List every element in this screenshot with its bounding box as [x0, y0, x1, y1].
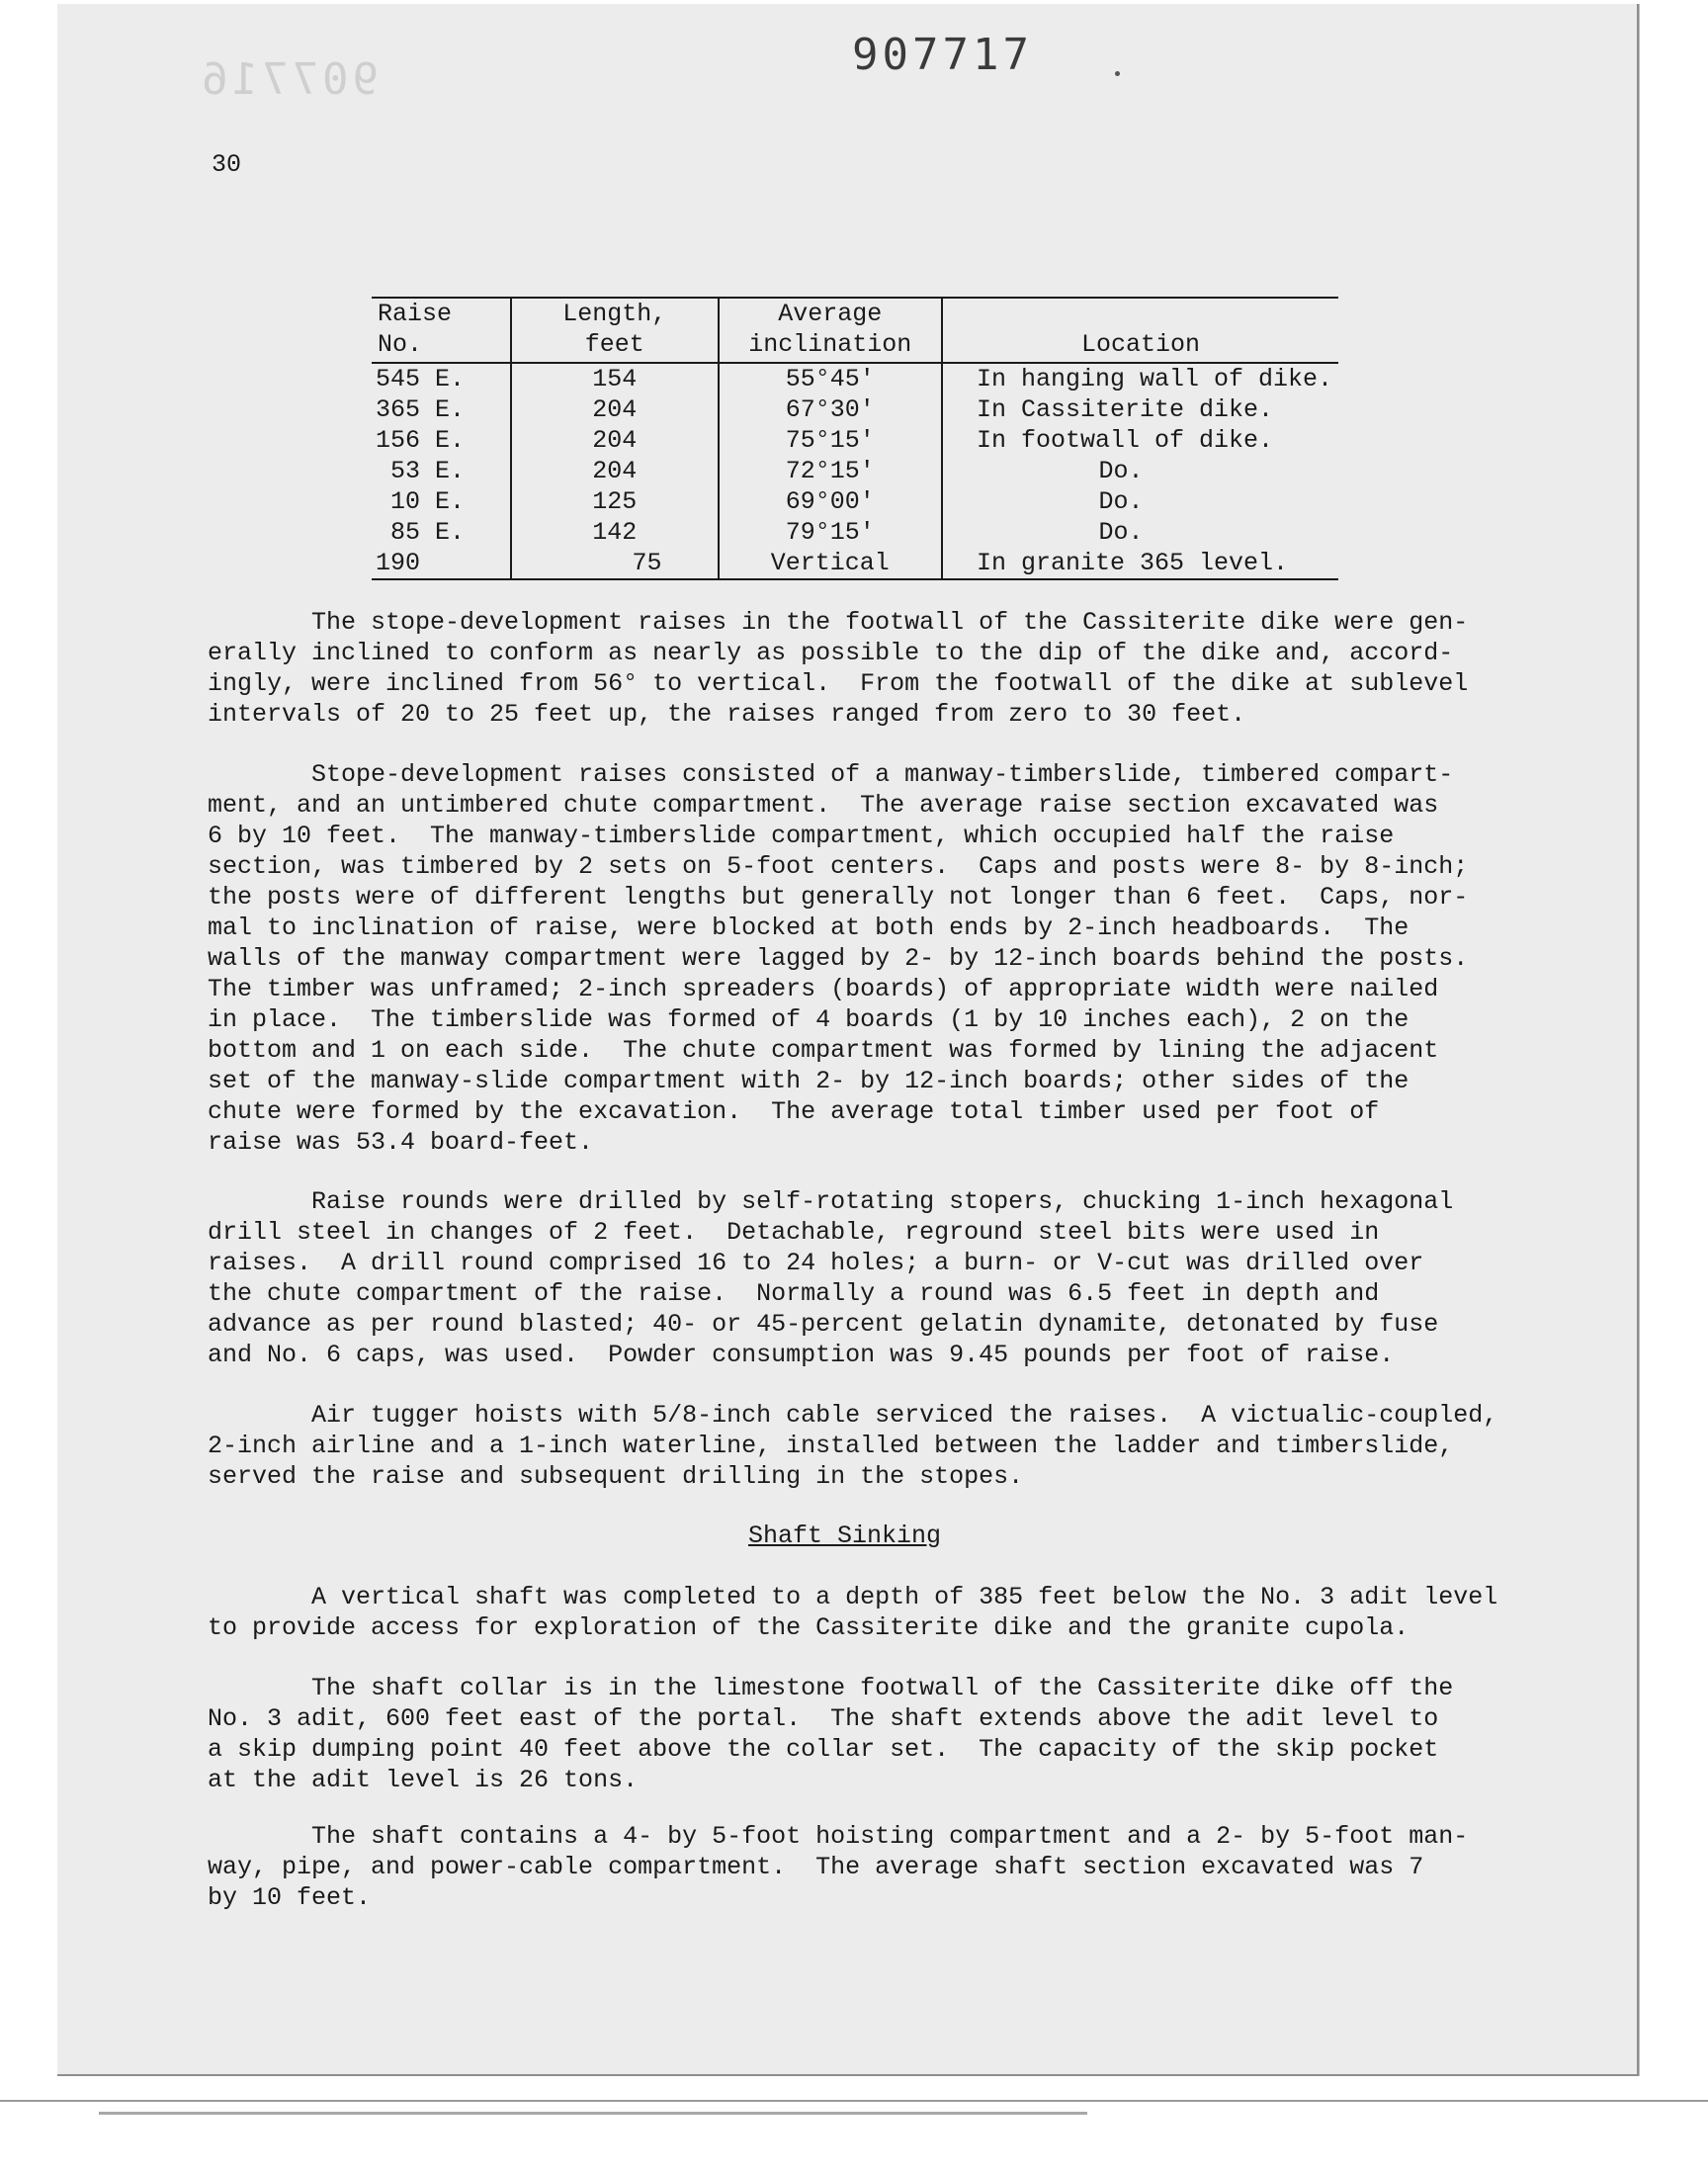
cell-raise-no: 190	[372, 548, 511, 579]
cell-inclination: 55°45'	[719, 363, 942, 394]
stamp-dot	[1115, 71, 1120, 76]
raise-data-table	[372, 297, 1338, 580]
cell-inclination: Vertical	[719, 548, 942, 579]
body-paragraph: Stope-development raises consisted of a manway-timberslide, timbered compart- ment, and an untimbered chute compartment. The average raise section excavated was 6 by 10 feet. The manway-timberslide compartment, which occupied half the raise section, was timbered by 2 sets on 5-foot centers. Caps and posts were 8- by 8-inch; the posts were of different lengths but generally not longer than 6 feet. Caps, nor- mal to inclination of raise, were blocked at both ends by 2-inch headboards. The walls of the manway compartment were lagged by 2- by 12-inch boards behind the posts. The timber was unframed; 2-inch spreaders (boards) of appropriate width were nailed in place. The timberslide was formed of 4 boards (1 by 10 inches each), 2 on the bottom and 1 on each side. The chute compartment was formed by lining the adjacent set of the manway-slide compartment with 2- by 12-inch boards; other sides of the chute were formed by the excavation. The average total timber used per foot of raise was 53.4 board-feet.	[208, 760, 1469, 1157]
cell-length: 204	[511, 456, 719, 486]
cell-length: 125	[511, 486, 719, 517]
cell-inclination: 67°30'	[719, 394, 942, 425]
cell-inclination: 75°15'	[719, 425, 942, 456]
cell-length: 154	[511, 363, 719, 394]
scan-edge-line	[0, 2100, 1708, 2102]
column-header-location: Location	[942, 298, 1338, 363]
section-heading: Shaft Sinking	[748, 1522, 942, 1550]
cell-raise-no: 156 E.	[376, 426, 466, 455]
column-header-inclination: Average inclination	[719, 298, 942, 363]
cell-location: Do.	[942, 486, 1338, 517]
table-row	[372, 394, 1338, 425]
bleed-through-number: 907716	[198, 54, 379, 105]
cell-inclination: 69°00'	[719, 486, 942, 517]
body-paragraph: A vertical shaft was completed to a depth of 385 feet below the No. 3 adit level to provide access for exploration of the Cassiterite dike and the granite cupola.	[208, 1583, 1498, 1642]
table-row	[372, 486, 1338, 517]
body-paragraph: The stope-development raises in the footwall of the Cassiterite dike were gen- erally inclined to conform as nearly as possible to the dip of the dike and, accord- ingly, were inclined from 56° to vertical. From the footwall of the dike at sublevel intervals of 20 to 25 feet up, the raises ranged from zero to 30 feet.	[208, 608, 1469, 729]
cell-raise-no: 53 E.	[376, 457, 466, 485]
cell-length: 142	[511, 517, 719, 548]
scan-edge-line	[99, 2112, 1087, 2115]
cell-raise-no: 365 E.	[376, 395, 466, 424]
cell-raise-no: 85 E.	[376, 518, 466, 547]
cell-inclination: 72°15'	[719, 456, 942, 486]
cell-location: In hanging wall of dike.	[942, 363, 1338, 394]
table-header-row	[372, 298, 1338, 363]
table-row	[372, 548, 1338, 579]
cell-location: In footwall of dike.	[942, 425, 1338, 456]
body-paragraph: Air tugger hoists with 5/8-inch cable serviced the raises. A victualic-coupled, 2-inch airline and a 1-inch waterline, installed between the ladder and timberslide, served the raise and subsequent drilling in the stopes.	[208, 1401, 1498, 1491]
cell-location: Do.	[942, 456, 1338, 486]
cell-location: In granite 365 level.	[942, 548, 1338, 579]
column-header-length: Length, feet	[511, 298, 719, 363]
body-paragraph: The shaft collar is in the limestone footwall of the Cassiterite dike off the No. 3 adit, 600 feet east of the portal. The shaft extends above the adit level to a skip dumping point 40 feet above the collar set. The capacity of the skip pocket at the adit level is 26 tons.	[208, 1674, 1454, 1794]
table-row	[372, 456, 1338, 486]
cell-location: Do.	[942, 517, 1338, 548]
table-row	[372, 363, 1338, 394]
table-row	[372, 425, 1338, 456]
cell-length: 204	[511, 425, 719, 456]
cell-raise-no: 545 E.	[376, 365, 466, 393]
cell-raise-no: 10 E.	[376, 487, 466, 516]
document-stamp-number: 907717	[852, 30, 1033, 80]
body-paragraph: The shaft contains a 4- by 5-foot hoisting compartment and a 2- by 5-foot man- way, pipe, and power-cable compartment. The average shaft section excavated was 7 by 10 feet.	[208, 1822, 1469, 1912]
cell-length: 75	[511, 548, 719, 579]
column-header-raise-no: Raise No.	[372, 298, 511, 363]
body-paragraph: Raise rounds were drilled by self-rotating stopers, chucking 1-inch hexagonal drill steel in changes of 2 feet. Detachable, reground steel bits were used in raises. A drill round comprised 16 to 24 holes; a burn- or V-cut was drilled over the chute compartment of the raise. Normally a round was 6.5 feet in depth and advance as per round blasted; 40- or 45-percent gelatin dynamite, detonated by fuse and No. 6 caps, was used. Powder consumption was 9.45 pounds per foot of raise.	[208, 1187, 1454, 1369]
cell-inclination: 79°15'	[719, 517, 942, 548]
table-row	[372, 517, 1338, 548]
cell-length: 204	[511, 394, 719, 425]
page-number: 30	[212, 150, 242, 179]
cell-location: In Cassiterite dike.	[942, 394, 1338, 425]
